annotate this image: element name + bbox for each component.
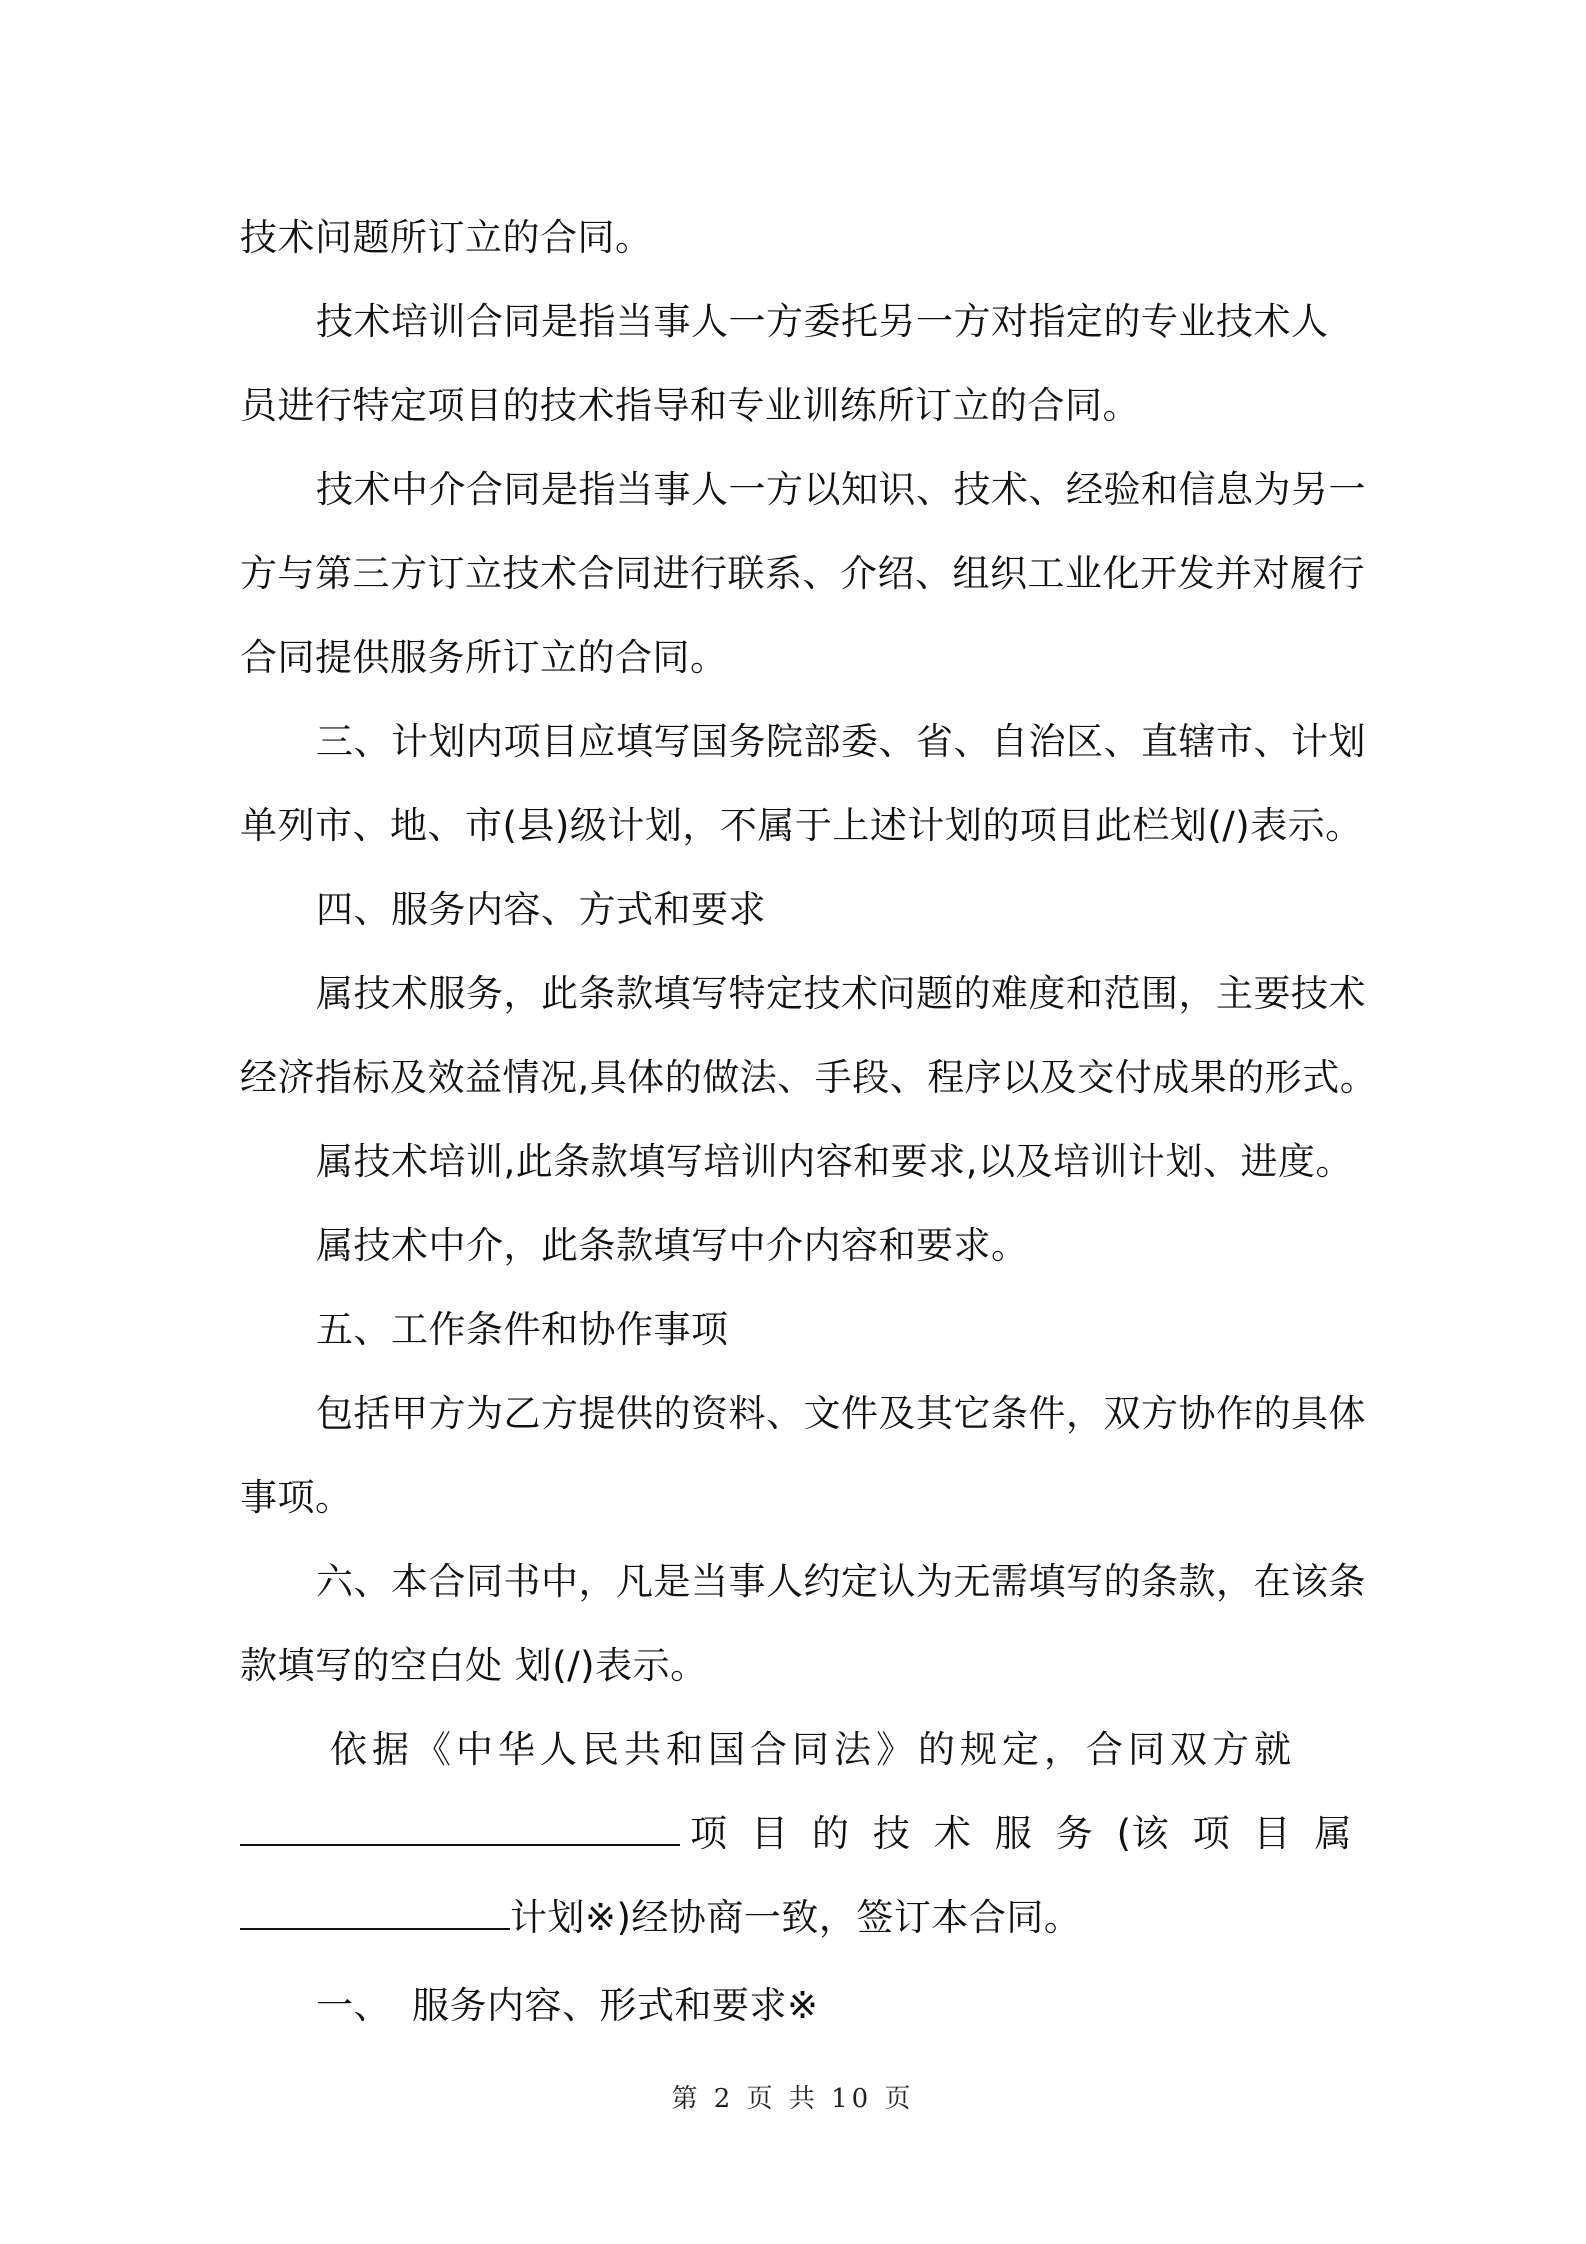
- paragraph-line: 三、计划内项目应填写国务院部委、省、自治区、直辖市、计划: [316, 720, 1366, 763]
- char: 技: [872, 1812, 911, 1855]
- char: 服: [994, 1812, 1033, 1855]
- paragraph-line: 属技术中介，此条款填写中介内容和要求。: [316, 1224, 1029, 1267]
- char: 术: [933, 1812, 972, 1855]
- char: 目: [750, 1812, 789, 1855]
- paragraph-line: 六、本合同书中，凡是当事人约定认为无需填写的条款，在该条: [316, 1560, 1366, 1603]
- paragraph-line: 属技术培训,此条款填写培训内容和要求,以及培训计划、进度。: [316, 1140, 1354, 1183]
- clause-heading: [240, 1964, 1352, 2048]
- plan-fill-text: 计划※)经协商一致，签订本合同。: [510, 1896, 1082, 1939]
- char: 的: [811, 1812, 850, 1855]
- page-footer: 第 2 页 共 10 页: [671, 2084, 915, 2114]
- clause-number: 一、: [316, 1984, 391, 2027]
- paragraph-line: 依据《中华人民共和国合同法》的规定，合同双方就: [330, 1728, 1296, 1771]
- paragraph-line: 员进行特定项目的技术指导和专业训练所订立的合同。: [240, 384, 1140, 427]
- clause-title: 服务内容、形式和要求※: [412, 1984, 819, 2027]
- char: 项: [690, 1812, 728, 1855]
- paragraph-line: 事项。: [240, 1476, 353, 1519]
- paragraph-line: 技术中介合同是指当事人一方以知识、技术、经验和信息为另一: [316, 468, 1366, 511]
- paragraph-line: 合同提供服务所订立的合同。: [240, 636, 728, 679]
- paragraph-line: 款填写的空白处 划(/)表示。: [240, 1644, 708, 1687]
- char: (该: [1116, 1812, 1170, 1855]
- project-fill-line: [240, 1792, 1352, 1876]
- section-heading: 四、服务内容、方式和要求: [316, 888, 766, 931]
- plan-fill-line: [240, 1876, 1352, 1960]
- char: 目: [1253, 1812, 1292, 1855]
- section-heading: 五、工作条件和协作事项: [316, 1308, 729, 1351]
- document-body: [240, 196, 1378, 2048]
- char: 项: [1192, 1812, 1231, 1855]
- paragraph-line: 经济指标及效益情况,具体的做法、手段、程序以及交付成果的形式。: [240, 1056, 1378, 1099]
- project-name-blank[interactable]: [240, 1810, 680, 1846]
- paragraph-line: 技术培训合同是指当事人一方委托另一方对指定的专业技术人: [316, 300, 1329, 343]
- paragraph-line: 技术问题所订立的合同。: [240, 216, 653, 259]
- plan-name-blank[interactable]: [240, 1894, 510, 1930]
- paragraph-line: 单列市、地、市(县)级计划，不属于上述计划的项目此栏划(/)表示。: [240, 804, 1363, 847]
- paragraph-line: 方与第三方订立技术合同进行联系、介绍、组织工业化开发并对履行: [240, 552, 1365, 595]
- paragraph-line: 包括甲方为乙方提供的资料、文件及其它条件，双方协作的具体: [316, 1392, 1366, 1435]
- char: 属: [1314, 1812, 1352, 1855]
- paragraph-line: 属技术服务，此条款填写特定技术问题的难度和范围，主要技术: [316, 972, 1366, 1015]
- char: 务: [1055, 1812, 1094, 1855]
- project-fill-text: [680, 1792, 1352, 1876]
